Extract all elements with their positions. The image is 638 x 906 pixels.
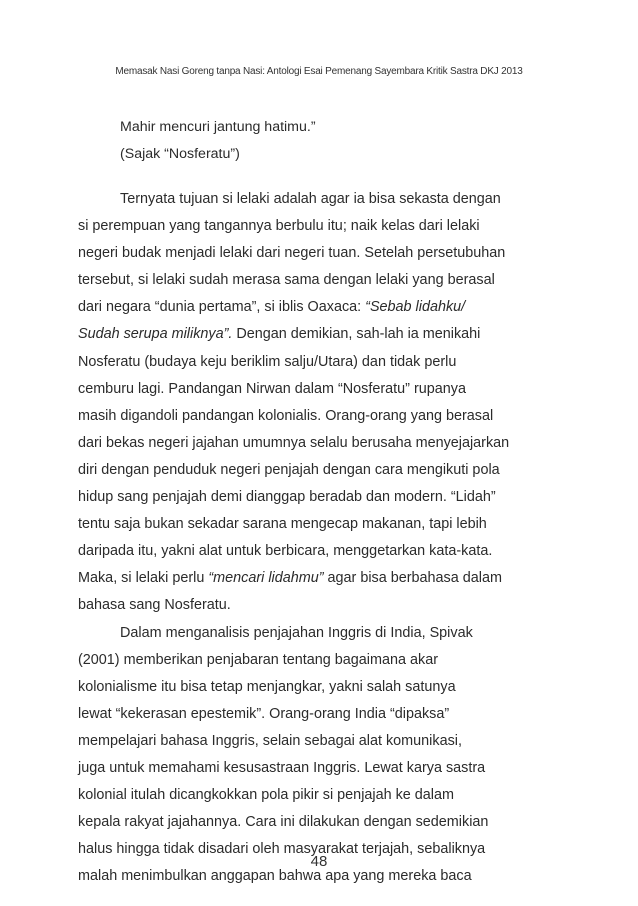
text-line <box>78 484 509 511</box>
text-line <box>78 376 509 403</box>
text-line <box>78 565 509 592</box>
text-segment: agar bisa berbahasa dalam <box>323 570 502 587</box>
text-line <box>78 511 509 538</box>
text-segment: Maka, si lelaki perlu <box>78 570 209 587</box>
text-segment: tentu saja bukan sekadar sarana mengecap makanan, tapi lebih <box>78 516 487 533</box>
text-line <box>78 403 509 430</box>
quote-citation: (Sajak “Nosferatu”) <box>120 146 240 162</box>
text-segment: Dengan demikian, sah-lah ia menikahi <box>232 326 481 343</box>
text-line <box>78 186 509 213</box>
italic-quote: Sudah serupa miliknya”. <box>78 326 233 343</box>
text-line <box>78 592 509 619</box>
text-line <box>78 620 509 647</box>
text-line <box>78 240 509 267</box>
text-line <box>78 782 509 809</box>
text-line <box>78 321 509 348</box>
poem-quote <box>120 114 316 168</box>
text-segment: dari negara “dunia pertama”, si iblis Oaxaca: <box>78 299 366 316</box>
text-segment: bahasa sang Nosferatu. <box>78 597 231 614</box>
text-line <box>78 674 509 701</box>
text-line <box>78 349 509 376</box>
text-segment: masih digandoli pandangan kolonialis. Orang-orang yang berasal <box>78 407 494 424</box>
text-line <box>78 701 509 728</box>
text-segment: kolonial itulah dicangkokkan pola pikir si penjajah ke dalam <box>78 787 454 804</box>
italic-quote: “Sebab lidahku/ <box>365 299 466 316</box>
text-line <box>78 267 509 294</box>
text-line <box>78 809 509 836</box>
text-segment: mempelajari bahasa Inggris, selain sebagai alat komunikasi, <box>78 732 462 749</box>
body-text <box>78 186 509 890</box>
text-line <box>78 294 509 321</box>
text-segment: diri dengan penduduk negeri penjajah dengan cara mengikuti pola <box>78 461 500 478</box>
text-segment: kolonialisme itu bisa tetap menjangkar, yakni salah satunya <box>78 678 456 695</box>
text-segment: negeri budak menjadi lelaki dari negeri tuan. Setelah persetubuhan <box>78 245 506 262</box>
text-segment: tersebut, si lelaki sudah merasa sama dengan lelaki yang berasal <box>78 272 495 289</box>
text-segment: malah menimbulkan anggapan bahwa apa yang mereka baca <box>78 868 472 885</box>
text-line <box>78 647 509 674</box>
text-segment: kepala rakyat jajahannya. Cara ini dilakukan dengan sedemikian <box>78 814 489 831</box>
text-line <box>78 755 509 782</box>
running-header: Memasak Nasi Goreng tanpa Nasi: Antologi Esai Pemenang Sayembara Kritik Sastra DKJ 2013 <box>115 66 523 77</box>
italic-quote: “mencari lidahmu” <box>208 570 324 587</box>
text-segment: halus hingga tidak disadari oleh masyarakat terjajah, sebaliknya <box>78 841 486 858</box>
page-number: 48 <box>310 853 328 870</box>
text-segment: Nosferatu (budaya keju beriklim salju/Utara) dan tidak perlu <box>78 353 457 370</box>
text-segment: lewat “kekerasan epestemik”. Orang-orang India “dipaksa” <box>78 705 450 722</box>
text-line <box>78 457 509 484</box>
text-segment: hidup sang penjajah demi dianggap beradab dan modern. “Lidah” <box>78 489 496 506</box>
text-segment: juga untuk memahami kesusastraan Inggris. Lewat karya sastra <box>78 759 486 776</box>
text-line <box>78 430 509 457</box>
text-segment: Dalam menganalisis penjajahan Inggris di India, Spivak <box>120 624 473 641</box>
text-segment: Ternyata tujuan si lelaki adalah agar ia bisa sekasta dengan <box>120 191 501 207</box>
text-segment: daripada itu, yakni alat untuk berbicara, menggetarkan kata-kata. <box>78 543 493 560</box>
text-segment: dari bekas negeri jajahan umumnya selalu berusaha menyejajarkan <box>78 434 510 451</box>
text-segment: cemburu lagi. Pandangan Nirwan dalam “Nosferatu” rupanya <box>78 380 466 397</box>
quote-line: Mahir mencuri jantung hatimu.” <box>120 119 316 135</box>
text-line <box>78 538 509 565</box>
text-segment: si perempuan yang tangannya berbulu itu; naik kelas dari lelaki <box>78 218 480 235</box>
text-line <box>78 728 509 755</box>
text-line <box>78 213 509 240</box>
text-segment: (2001) memberikan penjabaran tentang bagaimana akar <box>78 651 438 668</box>
